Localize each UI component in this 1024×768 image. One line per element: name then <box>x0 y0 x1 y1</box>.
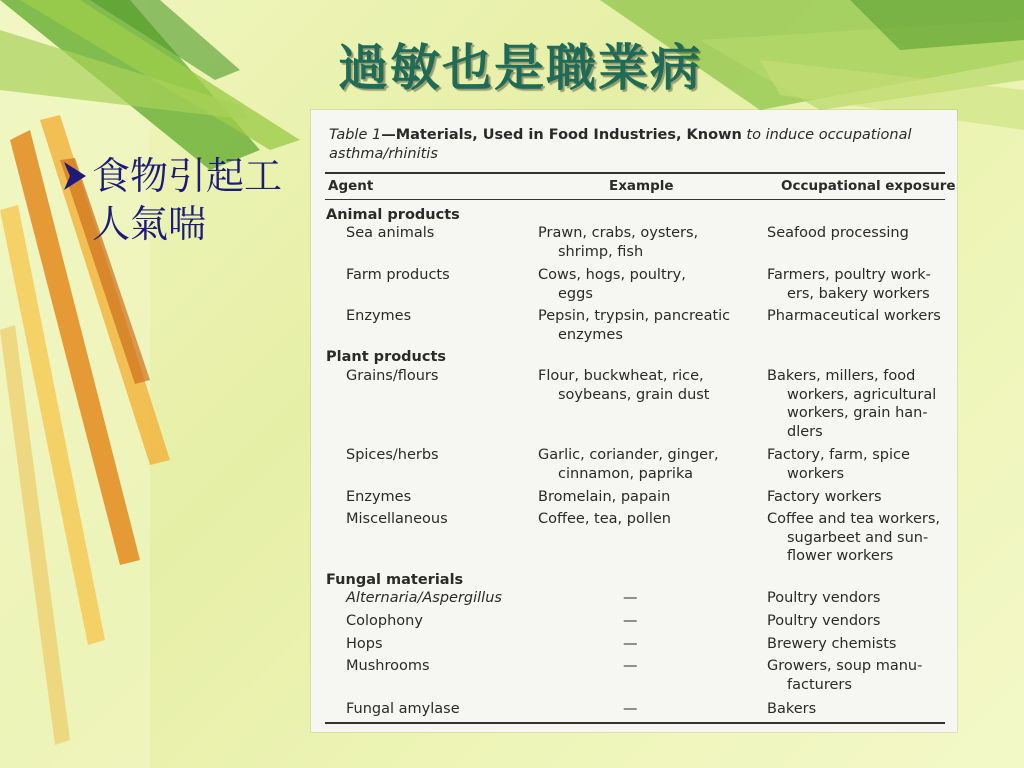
table-row <box>311 510 957 566</box>
cell-line: eggs <box>558 285 593 302</box>
cell-example <box>538 657 748 676</box>
cell-line: dlers <box>787 423 823 440</box>
cell-line: Coffee and tea workers, <box>767 511 941 527</box>
cell-line: Bakers <box>767 701 817 717</box>
cell-exposure <box>767 224 952 243</box>
cell-line: Bakers, millers, food <box>767 368 916 384</box>
cell-line: Poultry vendors <box>767 590 881 606</box>
cell-line: Factory, farm, spice <box>767 447 910 463</box>
caption-table-number: Table 1 <box>329 127 382 143</box>
header-agent: Agent <box>328 178 374 194</box>
cell-exposure <box>767 635 952 654</box>
cell-example <box>538 224 748 261</box>
cell-line: — <box>623 636 638 652</box>
cell-line: cinnamon, paprika <box>558 465 693 482</box>
cell-line: sugarbeet and sun- <box>787 529 929 546</box>
cell-example <box>538 612 748 631</box>
cell-agent: Farm products <box>346 267 450 283</box>
cell-agent: Miscellaneous <box>346 511 448 527</box>
cell-agent: Sea animals <box>346 225 435 241</box>
cell-exposure <box>767 700 952 719</box>
cell-example <box>538 266 748 303</box>
caption-bold: —Materials, Used in Food Industries, Known <box>381 127 742 143</box>
cell-agent: Colophony <box>346 613 423 629</box>
table-row <box>311 635 957 654</box>
cell-agent: Enzymes <box>346 489 412 505</box>
cell-line: Pharmaceutical workers <box>767 308 941 324</box>
table-row <box>311 700 957 719</box>
table-row <box>311 657 957 694</box>
cell-line: Farmers, poultry work- <box>767 267 931 283</box>
cell-example <box>538 700 748 719</box>
cell-line: Poultry vendors <box>767 613 881 629</box>
cell-exposure <box>767 266 952 303</box>
header-exposure: Occupational exposure <box>781 178 956 194</box>
cell-exposure <box>767 612 952 631</box>
cell-agent: Spices/herbs <box>346 447 439 463</box>
cell-line: shrimp, fish <box>558 243 644 260</box>
cell-exposure <box>767 307 952 326</box>
table-row <box>311 266 957 303</box>
cell-agent: Alternaria/Aspergillus <box>346 590 502 606</box>
cell-line: enzymes <box>558 326 623 343</box>
cell-example <box>538 446 748 483</box>
cell-line: ers, bakery workers <box>787 285 930 302</box>
cell-agent: Fungal amylase <box>346 701 460 717</box>
cell-line: Growers, soup manu- <box>767 658 923 674</box>
table-row <box>311 224 957 261</box>
cell-line: Coffee, tea, pollen <box>538 511 671 527</box>
cell-example <box>538 510 748 529</box>
section-title: Fungal materials <box>326 572 464 588</box>
cell-exposure <box>767 446 952 483</box>
cell-line: — <box>623 701 638 717</box>
cell-line: Cows, hogs, poultry, <box>538 267 686 283</box>
cell-line: Flour, buckwheat, rice, <box>538 368 704 384</box>
table-row <box>311 446 957 483</box>
table-row <box>311 307 957 344</box>
bullet-text: 食物引起工人氣喘 <box>92 154 283 246</box>
cell-line: — <box>623 613 638 629</box>
cell-agent: Hops <box>346 636 383 652</box>
cell-line: Prawn, crabs, oysters, <box>538 225 699 241</box>
cell-line: workers <box>787 465 845 482</box>
table-row <box>311 488 957 507</box>
section-title: Plant products <box>326 349 447 365</box>
cell-line: Bromelain, papain <box>538 489 671 505</box>
cell-agent: Mushrooms <box>346 658 430 674</box>
cell-line: workers, agricultural <box>787 386 937 403</box>
header-example: Example <box>609 178 674 194</box>
cell-line: — <box>623 590 638 606</box>
cell-line: — <box>623 658 638 674</box>
table-row <box>311 612 957 631</box>
cell-line: Garlic, coriander, ginger, <box>538 447 719 463</box>
header-rule <box>325 199 945 200</box>
cell-example <box>538 488 748 507</box>
cell-line: Brewery chemists <box>767 636 897 652</box>
section-title: Animal products <box>326 207 460 223</box>
cell-example <box>538 307 748 344</box>
cell-line: workers, grain han- <box>787 405 928 421</box>
table-row <box>311 589 957 608</box>
arrow-bullet-icon <box>60 152 90 200</box>
cell-agent: Enzymes <box>346 308 412 324</box>
cell-exposure <box>767 657 952 694</box>
cell-example <box>538 635 748 654</box>
slide-title: 過敏也是職業病 <box>338 38 702 97</box>
bottom-rule <box>325 722 945 724</box>
cell-example <box>538 367 748 404</box>
table-caption <box>329 126 957 164</box>
cell-line: soybeans, grain dust <box>558 386 710 403</box>
cell-line: Seafood processing <box>767 225 909 241</box>
cell-line: facturers <box>787 676 852 693</box>
table-row <box>311 367 957 441</box>
cell-example <box>538 589 748 608</box>
cell-line: Factory workers <box>767 489 882 505</box>
cell-line: Pepsin, trypsin, pancreatic <box>538 308 731 324</box>
cell-exposure <box>767 367 952 441</box>
table-image <box>311 110 957 732</box>
cell-exposure <box>767 589 952 608</box>
cell-exposure <box>767 510 952 566</box>
caption-italic-tail: to induce occupational asthma/rhinitis <box>329 127 912 162</box>
cell-agent: Grains/flours <box>346 368 439 384</box>
cell-line: flower workers <box>787 548 894 564</box>
cell-exposure <box>767 488 952 507</box>
top-rule <box>325 172 945 174</box>
